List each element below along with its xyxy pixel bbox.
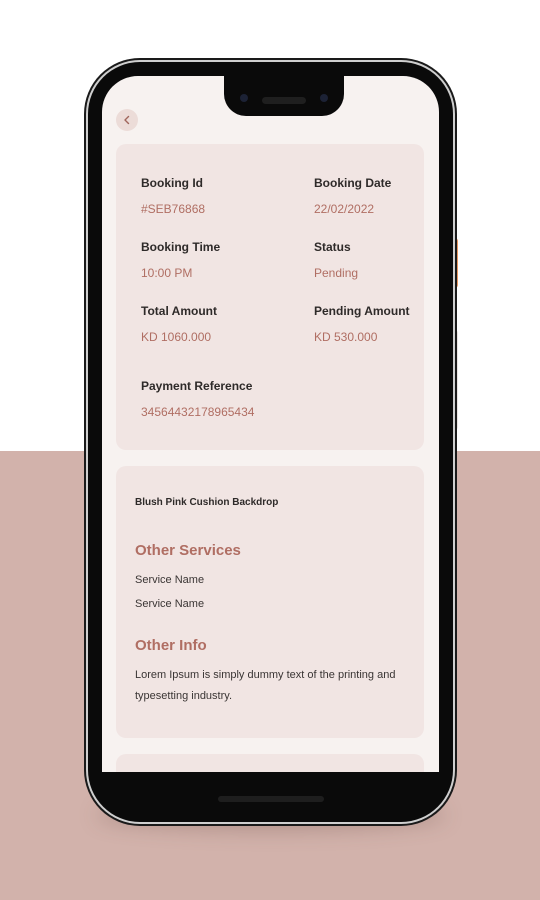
other-services-title: Other Services — [135, 542, 241, 559]
home-indicator[interactable] — [218, 796, 324, 802]
booking-id-label: Booking Id — [141, 176, 203, 190]
total-amount-field — [141, 304, 217, 344]
booking-time-label: Booking Time — [141, 240, 221, 254]
back-button[interactable] — [116, 109, 138, 131]
booking-date-value: 22/02/2022 — [314, 202, 375, 216]
other-info-text: Lorem Ipsum is simply dummy text of the printing and typesetting industry. — [135, 669, 396, 702]
booking-date-field — [314, 176, 391, 216]
camera-icon — [240, 94, 248, 102]
payment-reference-value: 3456443217896543​4 — [141, 405, 255, 419]
camera-notch — [224, 76, 344, 116]
booking-id-field — [141, 176, 205, 216]
booking-summary-card — [116, 144, 424, 450]
payment-reference-field — [141, 379, 254, 419]
booking-date-label: Booking Date — [314, 176, 392, 190]
pending-amount-label: Pending Amount — [314, 304, 410, 318]
booking-details-card — [116, 466, 424, 738]
booking-time-value: 10:00 PM — [141, 266, 193, 280]
next-card-peek — [116, 754, 424, 772]
status-label: Status — [314, 240, 351, 254]
status-field — [314, 240, 358, 280]
pending-amount-value: KD 530.000 — [314, 330, 378, 344]
chevron-left-icon — [122, 115, 132, 125]
app-screen — [102, 76, 439, 772]
service-item: Service Name — [135, 598, 205, 610]
sensor-icon — [320, 94, 328, 102]
phone-frame — [88, 62, 453, 822]
phone-chin — [88, 772, 453, 822]
status-value: Pending — [314, 266, 359, 280]
service-item: Service Name — [135, 574, 205, 586]
payment-reference-label: Payment Reference — [141, 379, 253, 393]
total-amount-value: KD 1060.000 — [141, 330, 212, 344]
speaker-grille — [262, 97, 306, 104]
product-name: Blush Pink Cushion Backdrop — [135, 497, 279, 508]
booking-time-field — [141, 240, 220, 280]
total-amount-label: Total Amount — [141, 304, 217, 318]
other-info-title: Other Info — [135, 637, 207, 654]
booking-id-value: #SEB76868 — [141, 202, 206, 216]
pending-amount-field — [314, 304, 410, 344]
